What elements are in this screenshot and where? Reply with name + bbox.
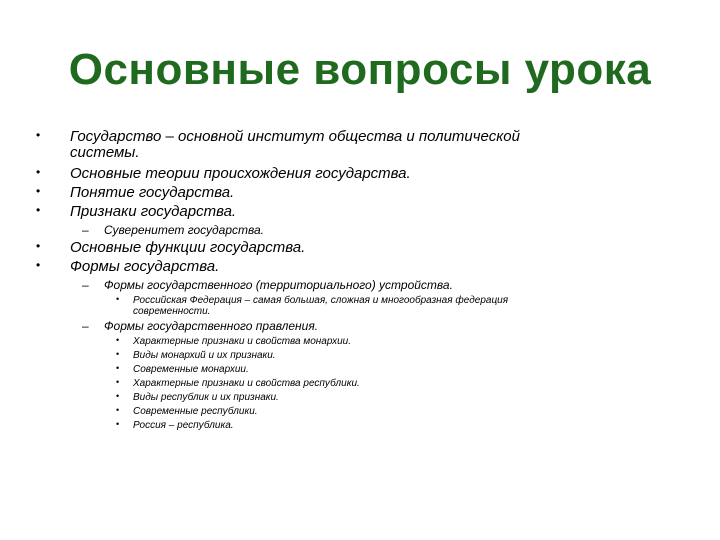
list-item-text: системы. [70, 144, 140, 161]
list-item-text: Основные функции государства. [70, 239, 306, 256]
bullet-marker: • [116, 294, 120, 304]
dash-marker: – [82, 223, 89, 237]
bullet-marker: • [36, 184, 41, 198]
bullet-marker: • [116, 335, 120, 345]
list-item-text: Характерные признаки и свойства монархии. [133, 336, 351, 347]
bullet-marker: • [116, 363, 120, 373]
bullet-marker: • [36, 165, 41, 179]
list-item-text: Виды республик и их признаки. [133, 392, 279, 403]
list-item-text: Российская Федерация – самая большая, сложная и многообразная федерация [133, 295, 509, 306]
bullet-marker: • [36, 203, 41, 217]
list-item-text: Признаки государства. [70, 203, 237, 220]
list-item-text: современности. [133, 306, 211, 317]
list-item-text: Виды монархий и их признаки. [133, 350, 276, 361]
dash-marker: – [82, 319, 89, 333]
list-item-text: Характерные признаки и свойства республики. [133, 378, 360, 389]
bullet-marker: • [36, 239, 41, 253]
slide-title: Основные вопросы урока [68, 45, 652, 94]
bullet-marker: • [36, 258, 41, 272]
bullet-marker: • [116, 391, 120, 401]
list-item-text: Россия – республика. [133, 420, 234, 431]
list-item-text: Государство – основной институт общества и политической [70, 128, 520, 145]
list-item-text: Формы государственного правления. [104, 319, 319, 333]
list-item-text: Современные монархии. [133, 364, 249, 375]
list-item-text: Современные республики. [133, 406, 258, 417]
bullet-marker: • [116, 405, 120, 415]
bullet-marker: • [116, 349, 120, 359]
bullet-marker: • [116, 377, 120, 387]
list-item-text: Формы государственного (территориального) устройства. [104, 278, 453, 292]
list-item-text: Формы государства. [70, 258, 220, 275]
list-item-text: Основные теории происхождения государства. [70, 165, 411, 182]
list-item-text: Суверенитет государства. [104, 223, 265, 237]
bullet-marker: • [116, 419, 120, 429]
bullet-marker: • [36, 128, 41, 142]
list-item-text: Понятие государства. [70, 184, 235, 201]
dash-marker: – [82, 278, 89, 292]
